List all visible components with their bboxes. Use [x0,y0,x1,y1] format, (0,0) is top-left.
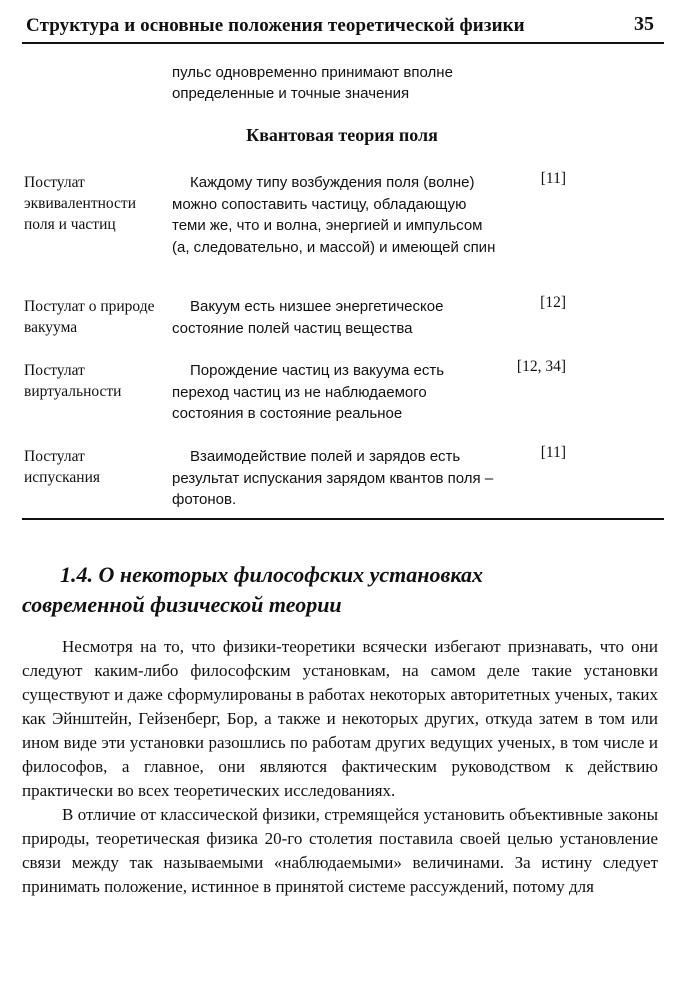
postulate-description: Порождение частиц из вакуума есть переход частиц из не наблюдаемого состояния в состояние реальное [172,362,445,422]
table-bottom-rule [22,518,664,520]
postulate-reference: [12] [540,294,566,311]
postulate-name: Постулат виртуальности [24,362,122,400]
subsection-title: Квантовая теория поля [246,125,438,145]
postulate-name: Постулат о природе вакуума [24,298,155,336]
paragraph: Несмотря на то, что физики-теоретики всячески избегают признавать, что они следуют каким-либо философским установкам, на самом деле такие установки существуют и даже сформулированы в работах некоторых авторитетных ученых, таких как Эйнштейн, Гейзенберг, Бор, а также и некоторых других, откуда затем в том или ином виде эти установки разошлись по работам других ведущих ученых, в том числе и философов, а главное, они являются фактическим руководством к действию практически во всех теоретических исследованиях. [22,637,658,800]
postulate-name: Постулат эквивалентности поля и частиц [24,174,136,233]
postulate-reference: [11] [540,170,566,187]
page-number: 35 [634,13,654,35]
page-header [22,12,664,44]
postulate-reference: [12, 34] [516,358,566,375]
section-title-line-2: современной физической теории [22,592,342,617]
postulate-name: Постулат испускания [24,448,100,486]
section-heading [22,560,662,620]
running-title: Структура и основные положения теоретической физики [26,15,525,36]
postulate-description: Каждому типу возбуждения поля (волне) можно сопоставить частицу, обладающую теми же, что и волна, энергией и импульсом (а, следовательно, и массой) и имеющей спин [172,174,496,256]
section-title-line-1: 1.4. О некоторых философских установках [60,562,483,587]
body-text [22,635,658,899]
postulate-reference: [11] [540,444,566,461]
paragraph: В отличие от классической физики, стремящейся установить объективные законы природы, теоретическая физика 20-го столетия поставила своей целью установление связи между так называемыми «наблюдаемыми» величинами. За истину следует принимать положение, истинное в принятой системе рассуждений, потому для [22,805,658,896]
postulate-description: Вакуум есть низшее энергетическое состояние полей частиц вещества [172,298,444,337]
postulate-description: Взаимодействие полей и зарядов есть результат испускания зарядом квантов поля – фотонов. [172,448,494,508]
continuation-text: пульс одновременно принимают вполне определенные и точные значения [172,64,453,102]
